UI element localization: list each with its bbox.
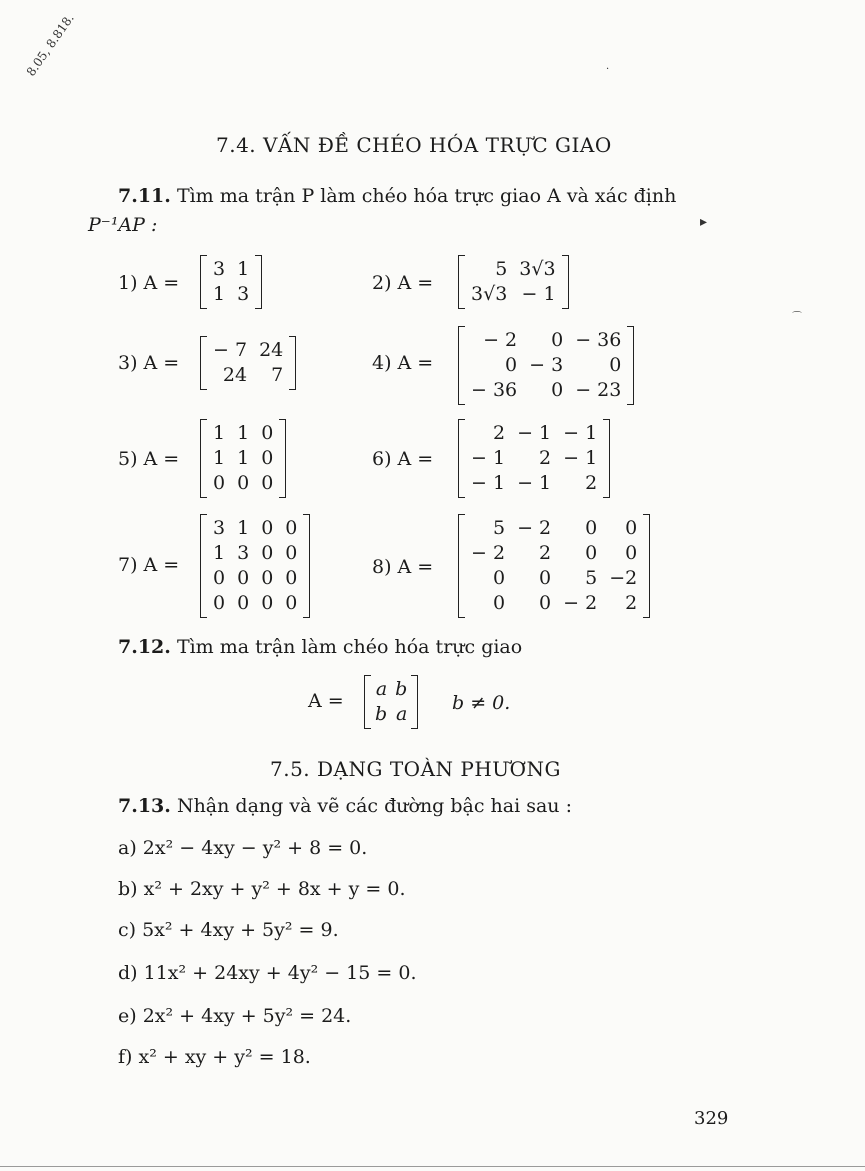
margin-note: 8.05, 8.818. <box>23 11 77 79</box>
matrix-entry: 0 <box>625 542 638 564</box>
matrix-entry: 0 <box>285 567 298 589</box>
matrix-entry: 1 <box>213 283 226 305</box>
matrix-entry: b <box>395 678 408 700</box>
matrix-entry: 0 <box>285 592 298 614</box>
matrix-entry: 3√3 <box>519 258 556 280</box>
matrix-entry: b <box>375 703 388 725</box>
matrix-entry: 2 <box>539 542 552 564</box>
matrix-entry: 3 <box>213 258 226 280</box>
matrix-entry: 3 <box>237 283 250 305</box>
matrix-entry: 0 <box>261 447 274 469</box>
matrix-entry: 0 <box>237 592 250 614</box>
matrix-entry: 2 <box>492 422 506 444</box>
equation-b: b) x² + 2xy + y² + 8x + y = 0. <box>118 878 406 900</box>
section-title-7-4: 7.4. VẤN ĐỀ CHÉO HÓA TRỰC GIAO <box>216 133 612 157</box>
matrix-4 <box>458 326 634 405</box>
matrix-6 <box>458 419 610 498</box>
matrix-entry: 1 <box>237 447 250 469</box>
matrix-entry: − 2 <box>483 329 518 351</box>
matrix-entry: 0 <box>492 567 506 589</box>
matrix-entry: −2 <box>609 567 638 589</box>
matrix-label-712: A = <box>308 690 344 712</box>
matrix-entry: 1 <box>237 422 250 444</box>
matrix-entry: 2 <box>539 447 552 469</box>
matrix-entry: 0 <box>551 379 564 401</box>
scan-mark: · <box>606 64 610 75</box>
matrix-entry: 2 <box>625 592 638 614</box>
page-bottom-rule <box>0 1166 865 1167</box>
scan-mark: ▸ <box>700 214 708 230</box>
equation-d: d) 11x² + 24xy + 4y² − 15 = 0. <box>118 962 417 984</box>
matrix-entry: 0 <box>237 567 250 589</box>
problem-text: Tìm ma trận P làm chéo hóa trực giao A và xác định <box>176 185 677 207</box>
matrix-entry: 0 <box>213 567 226 589</box>
matrix-entry: 0 <box>551 329 564 351</box>
problem-number: 7.13. <box>118 795 171 817</box>
problem-text: Nhận dạng và vẽ các đường bậc hai sau : <box>176 795 572 817</box>
section-title-7-5: 7.5. DẠNG TOÀN PHƯƠNG <box>270 757 561 781</box>
matrix-7 <box>200 514 310 618</box>
matrix-entry: 0 <box>285 517 298 539</box>
matrix-entry: 0 <box>261 567 274 589</box>
matrix-5 <box>200 419 286 498</box>
matrix-entry: 5 <box>492 517 506 539</box>
matrix-entry: 5 <box>495 258 508 280</box>
problem-7-11-line2: P⁻¹AP : <box>88 214 158 236</box>
page-number: 329 <box>694 1108 729 1129</box>
matrix-label-7: 7) A = <box>118 554 180 576</box>
matrix-entry: 1 <box>213 542 226 564</box>
matrix-2 <box>458 255 569 309</box>
matrix-entry: − 1 <box>517 472 552 494</box>
matrix-712 <box>364 675 418 729</box>
problem-number: 7.12. <box>118 636 171 658</box>
matrix-entry: 0 <box>237 472 250 494</box>
matrix-3 <box>200 336 296 390</box>
matrix-entry: − 3 <box>529 354 564 376</box>
matrix-entry: − 1 <box>563 447 598 469</box>
matrix-entry: − 1 <box>471 472 506 494</box>
matrix-entry: 0 <box>261 592 274 614</box>
matrix-1 <box>200 255 262 309</box>
matrix-entry: − 36 <box>471 379 518 401</box>
matrix-entry: 0 <box>609 354 622 376</box>
equation-e: e) 2x² + 4xy + 5y² = 24. <box>118 1005 352 1027</box>
matrix-entry: − 1 <box>471 447 506 469</box>
matrix-entry: 0 <box>539 567 552 589</box>
matrix-entry: 0 <box>261 422 274 444</box>
equation-f: f) x² + xy + y² = 18. <box>118 1046 311 1068</box>
matrix-entry: 1 <box>213 447 226 469</box>
matrix-entry: 3√3 <box>471 283 508 305</box>
matrix-entry: 24 <box>259 339 284 361</box>
matrix-label-5: 5) A = <box>118 448 180 470</box>
matrix-entry: 1 <box>237 258 250 280</box>
problem-7-13 <box>118 795 572 817</box>
condition: b ≠ 0. <box>452 692 511 714</box>
matrix-entry: 0 <box>585 517 598 539</box>
matrix-entry: − 2 <box>517 517 552 539</box>
problem-7-11 <box>118 185 676 207</box>
matrix-entry: − 2 <box>563 592 598 614</box>
problem-7-12 <box>118 636 522 658</box>
matrix-entry: 5 <box>585 567 598 589</box>
matrix-entry: a <box>375 678 388 700</box>
matrix-entry: 0 <box>261 542 274 564</box>
matrix-entry: − 7 <box>213 339 248 361</box>
matrix-8 <box>458 514 650 618</box>
matrix-entry: − 1 <box>521 283 556 305</box>
matrix-label-8: 8) A = <box>372 556 434 578</box>
matrix-entry: 3 <box>213 517 226 539</box>
matrix-entry: 0 <box>625 517 638 539</box>
equation-c: c) 5x² + 4xy + 5y² = 9. <box>118 919 339 941</box>
matrix-entry: a <box>396 703 408 725</box>
matrix-entry: 2 <box>585 472 598 494</box>
matrix-entry: 7 <box>271 364 284 386</box>
matrix-entry: 0 <box>285 542 298 564</box>
problem-text: Tìm ma trận làm chéo hóa trực giao <box>176 636 523 658</box>
matrix-label-2: 2) A = <box>372 272 434 294</box>
matrix-entry: − 1 <box>563 422 598 444</box>
problem-number: 7.11. <box>118 185 171 207</box>
matrix-entry: 0 <box>213 472 226 494</box>
matrix-entry: − 2 <box>471 542 506 564</box>
matrix-entry: 1 <box>237 517 250 539</box>
matrix-entry: − 36 <box>575 329 622 351</box>
matrix-entry: 0 <box>539 592 552 614</box>
matrix-entry: 0 <box>261 472 274 494</box>
matrix-entry: 0 <box>585 542 598 564</box>
matrix-entry: 1 <box>213 422 226 444</box>
matrix-entry: − 1 <box>517 422 552 444</box>
matrix-entry: 3 <box>237 542 250 564</box>
matrix-entry: 0 <box>261 517 274 539</box>
equation-a: a) 2x² − 4xy − y² + 8 = 0. <box>118 837 368 859</box>
matrix-entry: 0 <box>492 592 506 614</box>
matrix-entry: 0 <box>505 354 518 376</box>
matrix-entry: − 23 <box>575 379 622 401</box>
matrix-entry: 0 <box>213 592 226 614</box>
matrix-label-3: 3) A = <box>118 352 180 374</box>
scan-mark: ⌒ <box>792 312 802 323</box>
matrix-entry: 24 <box>222 364 248 386</box>
matrix-label-4: 4) A = <box>372 352 434 374</box>
matrix-label-1: 1) A = <box>118 272 180 294</box>
matrix-label-6: 6) A = <box>372 448 434 470</box>
